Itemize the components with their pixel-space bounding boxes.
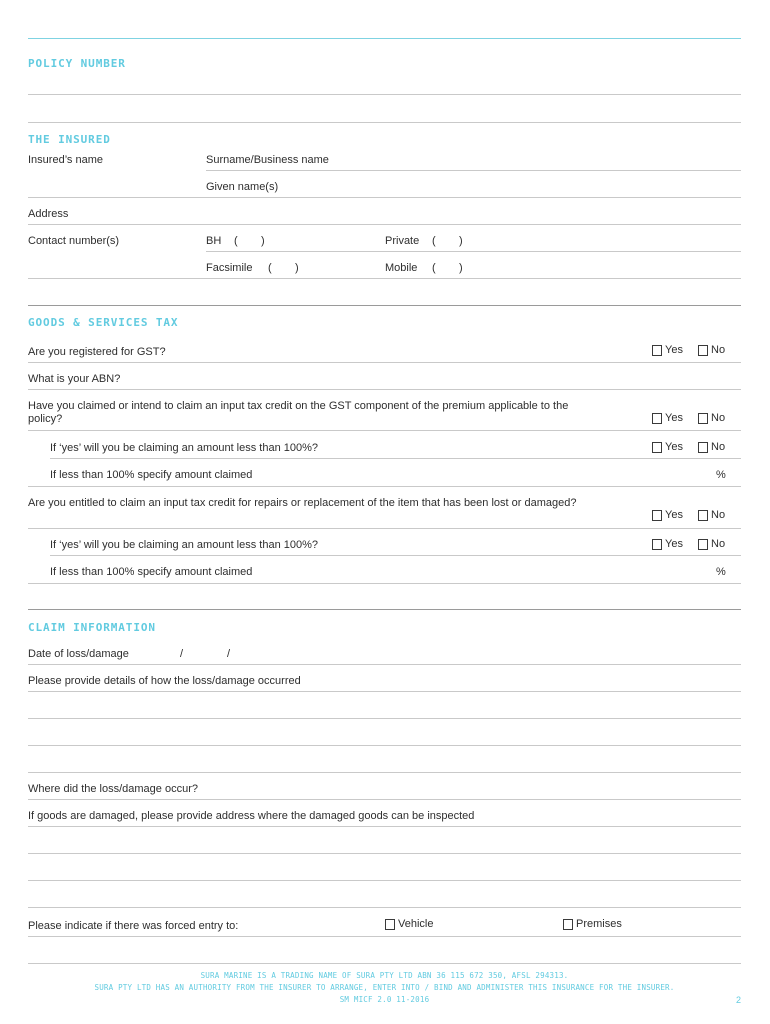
gst-registered-no[interactable]: No <box>698 344 725 356</box>
insured-name-label: Insured’s name <box>28 154 104 166</box>
fax-paren-open: ( <box>268 262 272 274</box>
given-name-field[interactable] <box>28 197 741 198</box>
contact-label: Contact number(s) <box>28 235 120 247</box>
section-divider <box>28 609 741 610</box>
divider <box>28 122 741 123</box>
inspection-address-line[interactable] <box>28 853 741 854</box>
inspection-address-line[interactable] <box>28 880 741 881</box>
fax-paren-close: ) <box>295 262 299 274</box>
page-number: 2 <box>735 995 741 1005</box>
claim-form <box>28 0 741 1024</box>
section-title-insured: THE INSURED <box>28 133 111 146</box>
section-title-claim: CLAIM INFORMATION <box>28 621 156 634</box>
section-title-policy: POLICY NUMBER <box>28 57 126 70</box>
address-label: Address <box>28 208 69 220</box>
checkbox-icon[interactable] <box>698 510 708 521</box>
checkbox-icon[interactable] <box>652 345 662 356</box>
private-paren-close: ) <box>459 235 463 247</box>
checkbox-icon[interactable] <box>652 510 662 521</box>
inspection-address-line[interactable] <box>28 907 741 908</box>
amount-field-1[interactable] <box>28 486 741 487</box>
footer-legal-line-2: SURA PTY LTD HAS AN AUTHORITY FROM THE INSURER TO ARRANGE, ENTER INTO / BIND AND ADMINISTER THIS INSURANCE FOR THE INSURER. <box>94 983 675 992</box>
checkbox-icon[interactable] <box>698 413 708 424</box>
checkbox-icon[interactable] <box>652 539 662 550</box>
facsimile-label: Facsimile <box>206 262 253 274</box>
abn-field[interactable] <box>28 389 741 390</box>
forced-entry-vehicle[interactable]: Vehicle <box>385 918 433 930</box>
loss-details-label: Please provide details of how the loss/damage occurred <box>28 675 301 687</box>
less-than-100-no-1[interactable]: No <box>698 441 725 453</box>
bh-paren-open: ( <box>234 235 238 247</box>
less-than-100-question-2: If ‘yes’ will you be claiming an amount less than 100%? <box>50 539 319 551</box>
checkbox-icon[interactable] <box>698 345 708 356</box>
loss-details-line[interactable] <box>28 745 741 746</box>
date-slash-1: / <box>180 648 184 660</box>
inspection-address-line[interactable] <box>28 826 741 827</box>
date-of-loss-label: Date of loss/damage <box>28 648 129 660</box>
private-label: Private <box>385 235 420 247</box>
mobile-paren-open: ( <box>432 262 436 274</box>
private-paren-open: ( <box>432 235 436 247</box>
forced-entry-premises[interactable]: Premises <box>563 918 622 930</box>
gst-registered-yes[interactable]: Yes <box>652 344 683 356</box>
bh-paren-close: ) <box>261 235 265 247</box>
divider <box>28 528 741 529</box>
divider <box>28 362 741 363</box>
loss-details-line[interactable] <box>28 718 741 719</box>
policy-number-field[interactable] <box>28 94 741 95</box>
input-tax-entitled-yes[interactable]: Yes <box>652 509 683 521</box>
divider <box>28 936 741 937</box>
less-than-100-yes-1[interactable]: Yes <box>652 441 683 453</box>
loss-location-label: Where did the loss/damage occur? <box>28 783 198 795</box>
checkbox-icon[interactable] <box>652 413 662 424</box>
given-name-label: Given name(s) <box>206 181 279 193</box>
specify-amount-label-2: If less than 100% specify amount claimed <box>50 566 253 578</box>
forced-entry-label: Please indicate if there was forced entry to: <box>28 920 239 932</box>
less-than-100-question-1: If ‘yes’ will you be claiming an amount less than 100%? <box>50 442 319 454</box>
date-slash-2: / <box>227 648 231 660</box>
input-tax-claimed-no[interactable]: No <box>698 412 725 424</box>
loss-details-line[interactable] <box>28 691 741 692</box>
footer-rule <box>28 963 741 964</box>
loss-location-field[interactable] <box>28 799 741 800</box>
input-tax-entitled-question: Are you entitled to claim an input tax credit for repairs or replacement of the item that has been lost or damaged? <box>28 497 577 509</box>
divider <box>28 430 741 431</box>
footer-legal-line-1: SURA MARINE IS A TRADING NAME OF SURA PTY LTD ABN 36 115 672 350, AFSL 294313. <box>200 971 569 980</box>
input-tax-claimed-question: Have you claimed or intend to claim an input tax credit on the GST component of the premium applicable to the policy? <box>28 400 569 425</box>
input-tax-entitled-no[interactable]: No <box>698 509 725 521</box>
checkbox-icon[interactable] <box>385 919 395 930</box>
input-tax-claimed-yes[interactable]: Yes <box>652 412 683 424</box>
date-of-loss-field[interactable] <box>28 664 741 665</box>
top-accent-rule <box>28 38 741 39</box>
checkbox-icon[interactable] <box>698 442 708 453</box>
section-divider <box>28 305 741 306</box>
footer-form-code: SM MICF 2.0 11-2016 <box>339 995 430 1004</box>
divider <box>50 458 741 459</box>
checkbox-icon[interactable] <box>698 539 708 550</box>
checkbox-icon[interactable] <box>563 919 573 930</box>
fax-mobile-field[interactable] <box>28 278 741 279</box>
surname-label: Surname/Business name <box>206 154 329 166</box>
percent-sign-2: % <box>716 566 726 578</box>
mobile-label: Mobile <box>385 262 418 274</box>
bh-label: BH <box>206 235 222 247</box>
section-title-gst: GOODS & SERVICES TAX <box>28 316 179 329</box>
abn-question: What is your ABN? <box>28 373 121 385</box>
inspection-address-label: If goods are damaged, please provide address where the damaged goods can be inspected <box>28 810 475 822</box>
percent-sign-1: % <box>716 469 726 481</box>
checkbox-icon[interactable] <box>652 442 662 453</box>
specify-amount-label-1: If less than 100% specify amount claimed <box>50 469 253 481</box>
phone-field[interactable] <box>206 251 741 252</box>
less-than-100-no-2[interactable]: No <box>698 538 725 550</box>
loss-details-line[interactable] <box>28 772 741 773</box>
divider <box>50 555 741 556</box>
less-than-100-yes-2[interactable]: Yes <box>652 538 683 550</box>
gst-registered-question: Are you registered for GST? <box>28 346 166 358</box>
amount-field-2[interactable] <box>28 583 741 584</box>
address-field[interactable] <box>28 224 741 225</box>
surname-field[interactable] <box>206 170 741 171</box>
mobile-paren-close: ) <box>459 262 463 274</box>
